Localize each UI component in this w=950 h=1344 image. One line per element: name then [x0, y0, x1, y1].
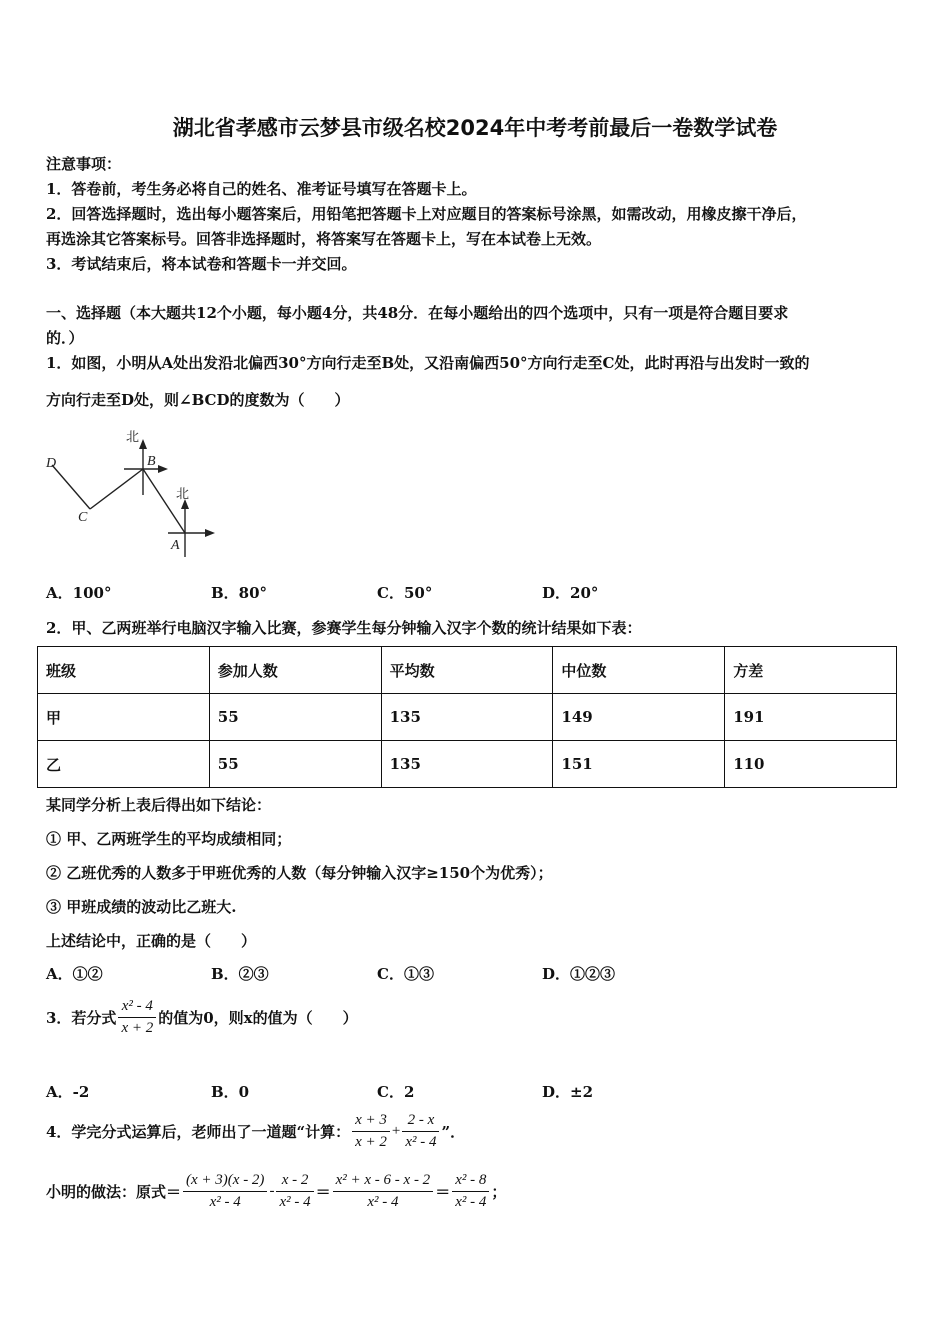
fraction-numerator: x - 2 — [276, 1172, 313, 1192]
q3-option-c[interactable]: C．2 — [377, 1083, 415, 1101]
q3-stem — [46, 998, 358, 1037]
fraction-denominator: x² - 4 — [279, 1194, 311, 1210]
minus-sign: - — [269, 1183, 275, 1199]
fraction-numerator: x + 3 — [352, 1112, 390, 1132]
q1-option-b[interactable]: B．80° — [211, 584, 268, 602]
q3-option-a[interactable]: A．-2 — [46, 1083, 90, 1101]
fraction-denominator: x + 2 — [355, 1134, 387, 1150]
q4-fraction-1 — [352, 1112, 390, 1151]
table-cell: 191 — [725, 694, 897, 741]
q2-conclusion: ① 甲、乙两班学生的平均成绩相同； — [46, 830, 292, 848]
q3-option-d[interactable]: D．±2 — [542, 1083, 594, 1101]
q2-conclusion: ③ 甲班成绩的波动比乙班大. — [46, 898, 237, 916]
equals-sign: ＝ — [315, 1183, 331, 1201]
fraction-denominator: x² - 4 — [367, 1194, 399, 1210]
table-header-cell: 方差 — [725, 647, 897, 694]
fraction-denominator: x² - 4 — [209, 1194, 241, 1210]
segment-cb — [90, 469, 143, 509]
fraction-numerator: 2 - x — [402, 1112, 439, 1132]
table-row — [38, 741, 897, 788]
fraction-numerator: x² - 8 — [452, 1172, 489, 1192]
q3-prefix: 3．若分式 — [46, 1009, 117, 1027]
label-b: B — [147, 454, 156, 469]
q2-option-a[interactable]: A．①② — [46, 965, 103, 983]
q3-fraction — [118, 998, 156, 1037]
q2-option-b[interactable]: B．②③ — [211, 965, 269, 983]
fraction-denominator: x² - 4 — [405, 1134, 437, 1150]
table-cell: 55 — [209, 694, 381, 741]
label-north-2: 北 — [176, 487, 190, 502]
q2-option-d[interactable]: D．①②③ — [542, 965, 616, 983]
label-north-1: 北 — [126, 430, 140, 445]
plus-sign: + — [391, 1123, 401, 1139]
semicolon: ； — [491, 1183, 507, 1201]
q2-question: 上述结论中，正确的是（ ） — [46, 932, 257, 950]
q2-option-c[interactable]: C．①③ — [377, 965, 434, 983]
north-arrow-b-icon — [139, 439, 147, 449]
table-cell: 135 — [381, 694, 553, 741]
q3-suffix: 的值为0，则x的值为（ ） — [158, 1009, 358, 1027]
table-header-cell: 平均数 — [381, 647, 553, 694]
q1-option-d[interactable]: D．20° — [542, 584, 599, 602]
section-heading-cont: 的．） — [46, 329, 84, 347]
notice-item: 1．答卷前，考生务必将自己的姓名、准考证号填写在答题卡上。 — [46, 180, 477, 198]
q4-work-fraction-2 — [276, 1172, 313, 1211]
table-cell: 55 — [209, 741, 381, 788]
table-header-cell: 参加人数 — [209, 647, 381, 694]
table-row — [38, 694, 897, 741]
q1-direction-figure — [40, 425, 220, 565]
table-header-row — [38, 647, 897, 694]
q4-suffix: ”． — [441, 1123, 466, 1141]
q1-stem: 1．如图，小明从A处出发沿北偏西30°方向行走至B处，又沿南偏西50°方向行走至C处，此时再沿与出发时一致的 — [46, 354, 810, 372]
q1-option-a[interactable]: A．100° — [46, 584, 112, 602]
equals-sign: ＝ — [435, 1183, 451, 1201]
q4-prefix: 4．学完分式运算后，老师出了一道题“计算： — [46, 1123, 351, 1141]
table-cell: 149 — [553, 694, 725, 741]
east-arrow-b-icon — [158, 465, 168, 473]
q2-analysis: 某同学分析上表后得出如下结论： — [46, 796, 272, 814]
table-header-cell: 中位数 — [553, 647, 725, 694]
label-d: D — [46, 456, 57, 471]
q1-option-c[interactable]: C．50° — [377, 584, 433, 602]
q4-work-prefix: 小明的做法：原式＝ — [46, 1183, 182, 1201]
q4-work — [46, 1172, 506, 1211]
table-cell: 110 — [725, 741, 897, 788]
fraction-numerator: (x + 3)(x - 2) — [183, 1172, 267, 1192]
notice-heading: 注意事项： — [46, 155, 122, 173]
page-title: 湖北省孝感市云梦县市级名校2024年中考考前最后一卷数学试卷 — [172, 116, 778, 140]
q2-conclusion: ② 乙班优秀的人数多于甲班优秀的人数（每分钟输入汉字≥150个为优秀）； — [46, 864, 553, 882]
q4-work-fraction-3 — [333, 1172, 434, 1211]
table-cell: 135 — [381, 741, 553, 788]
notice-item: 2．回答选择题时，选出每小题答案后，用铅笔把答题卡上对应题目的答案标号涂黑，如需改动，用橡皮擦干净后， — [46, 205, 807, 223]
q4-fraction-2 — [402, 1112, 439, 1151]
q1-stem-cont: 方向行走至D处，则∠BCD的度数为（ ） — [46, 391, 350, 409]
q2-stats-table — [37, 646, 897, 788]
table-cell: 乙 — [38, 741, 210, 788]
segment-dc — [52, 465, 90, 509]
label-a: A — [171, 538, 180, 553]
q4-work-fraction-4 — [452, 1172, 489, 1211]
fraction-numerator: x² + x - 6 - x - 2 — [333, 1172, 434, 1192]
section-heading: 一、选择题（本大题共12个小题，每小题4分，共48分．在每小题给出的四个选项中，只有一项是符合题目要求 — [46, 304, 789, 322]
q2-stem: 2．甲、乙两班举行电脑汉字输入比赛，参赛学生每分钟输入汉字个数的统计结果如下表： — [46, 619, 642, 637]
table-cell: 甲 — [38, 694, 210, 741]
q3-denominator: x + 2 — [121, 1020, 154, 1036]
east-arrow-a-icon — [205, 529, 215, 537]
q3-numerator: x² - 4 — [118, 998, 156, 1018]
table-header-cell: 班级 — [38, 647, 210, 694]
q3-option-b[interactable]: B．0 — [211, 1083, 250, 1101]
notice-item: 3．考试结束后，将本试卷和答题卡一并交回。 — [46, 255, 357, 273]
table-cell: 151 — [553, 741, 725, 788]
q4-work-fraction-1 — [183, 1172, 267, 1211]
q4-stem — [46, 1112, 465, 1151]
notice-item: 再选涂其它答案标号。回答非选择题时，将答案写在答题卡上，写在本试卷上无效。 — [46, 230, 602, 248]
label-c: C — [78, 510, 88, 525]
fraction-denominator: x² - 4 — [455, 1194, 487, 1210]
